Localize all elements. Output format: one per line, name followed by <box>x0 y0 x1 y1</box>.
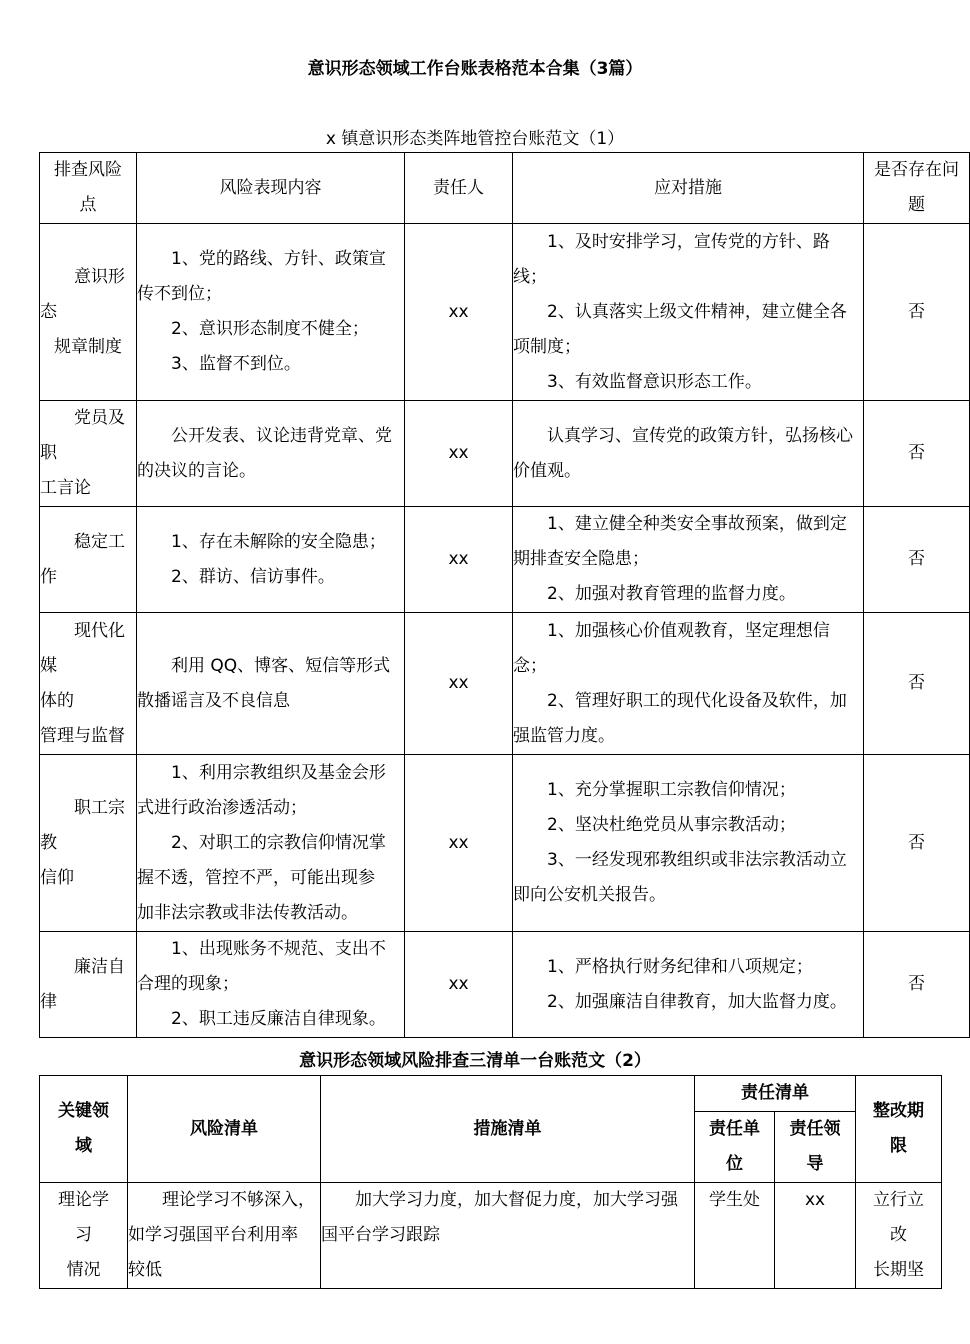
responsible-leader-cell: xx <box>775 1183 856 1289</box>
document-title: 意识形态领域工作台账表格范本合集（3篇） <box>307 59 643 79</box>
problem-exists-cell: 否 <box>864 401 970 507</box>
risk-content-cell: 1、出现账务不规范、支出不 合理的现象； 2、职工违反廉洁自律现象。 <box>137 932 405 1038</box>
table-row <box>40 932 970 1038</box>
header-responsible-person: 责任人 <box>405 153 513 224</box>
responsible-person-cell: xx <box>405 613 513 755</box>
responsible-person-cell: xx <box>405 755 513 932</box>
header-responsibility-list: 责任清单 <box>695 1076 856 1112</box>
risk-content-cell: 1、利用宗教组织及基金会形 式进行政治渗透活动； 2、对职工的宗教信仰情况掌 握不透，管控不严，可能出现参 加非法宗教或非法传教活动。 <box>137 755 405 932</box>
header-risk-content: 风险表现内容 <box>137 153 405 224</box>
risk-point-cell: 党员及职 工言论 <box>40 401 137 507</box>
header-countermeasures: 应对措施 <box>513 153 864 224</box>
header-problem-exists: 是否存在问 题 <box>864 153 970 224</box>
table-row <box>40 755 970 932</box>
countermeasure-cell: 1、严格执行财务纪律和八项规定； 2、加强廉洁自律教育，加大监督力度。 <box>513 932 864 1038</box>
table-row <box>40 613 970 755</box>
risk-content-cell: 公开发表、议论违背党章、党 的决议的言论。 <box>137 401 405 507</box>
table-row <box>40 507 970 613</box>
header-risk-list: 风险清单 <box>128 1076 321 1183</box>
header-key-area: 关键领 域 <box>40 1076 128 1183</box>
header-deadline: 整改期 限 <box>856 1076 942 1183</box>
risk-point-cell: 廉洁自律 <box>40 932 137 1038</box>
table2-title: 意识形态领域风险排查三清单一台账范文（2） <box>299 1051 651 1071</box>
countermeasure-cell: 1、加强核心价值观教育，坚定理想信 念； 2、管理好职工的现代化设备及软件，加 强监管力度。 <box>513 613 864 755</box>
problem-exists-cell: 否 <box>864 507 970 613</box>
responsible-person-cell: xx <box>405 507 513 613</box>
risk-content-cell: 1、存在未解除的安全隐患； 2、群访、信访事件。 <box>137 507 405 613</box>
risk-point-cell: 稳定工作 <box>40 507 137 613</box>
table1-header-row <box>40 153 970 224</box>
countermeasure-cell: 1、建立健全种类安全事故预案，做到定 期排查安全隐患； 2、加强对教育管理的监督力度。 <box>513 507 864 613</box>
risk-point-cell: 职工宗教 信仰 <box>40 755 137 932</box>
risk-list-cell: 理论学习不够深入， 如学习强国平台利用率 较低 <box>128 1183 321 1289</box>
header-risk-point: 排查风险 点 <box>40 153 137 224</box>
responsible-unit-cell: 学生处 <box>695 1183 775 1289</box>
risk-point-cell: 现代化媒 体的 管理与监督 <box>40 613 137 755</box>
key-area-cell: 理论学 习 情况 <box>40 1183 128 1289</box>
risk-content-cell: 利用 QQ、博客、短信等形式 散播谣言及不良信息 <box>137 613 405 755</box>
table-row <box>40 224 970 401</box>
countermeasure-cell: 1、及时安排学习，宣传党的方针、路 线； 2、认真落实上级文件精神，建立健全各 项制度； 3、有效监督意识形态工作。 <box>513 224 864 401</box>
table-row <box>40 401 970 507</box>
header-measure-list: 措施清单 <box>321 1076 695 1183</box>
table2-header-row <box>40 1076 942 1112</box>
problem-exists-cell: 否 <box>864 932 970 1038</box>
table1-title: x 镇意识形态类阵地管控台账范文（1） <box>325 129 625 149</box>
countermeasure-cell: 1、充分掌握职工宗教信仰情况； 2、坚决杜绝党员从事宗教活动； 3、一经发现邪教组织或非法宗教活动立 即向公安机关报告。 <box>513 755 864 932</box>
risk-point-cell: 意识形态 规章制度 <box>40 224 137 401</box>
three-lists-ledger-table <box>39 1075 942 1289</box>
problem-exists-cell: 否 <box>864 613 970 755</box>
problem-exists-cell: 否 <box>864 755 970 932</box>
problem-exists-cell: 否 <box>864 224 970 401</box>
responsible-person-cell: xx <box>405 932 513 1038</box>
deadline-cell: 立行立 改 长期坚 <box>856 1183 942 1289</box>
table-row <box>40 1183 942 1289</box>
risk-control-ledger-table <box>39 152 970 1038</box>
risk-content-cell: 1、党的路线、方针、政策宣 传不到位； 2、意识形态制度不健全； 3、监督不到位。 <box>137 224 405 401</box>
measure-list-cell: 加大学习力度，加大督促力度，加大学习强 国平台学习跟踪 <box>321 1183 695 1289</box>
responsible-person-cell: xx <box>405 224 513 401</box>
responsible-person-cell: xx <box>405 401 513 507</box>
header-responsible-unit: 责任单 位 <box>695 1112 775 1183</box>
header-responsible-leader: 责任领 导 <box>775 1112 856 1183</box>
countermeasure-cell: 认真学习、宣传党的政策方针，弘扬核心 价值观。 <box>513 401 864 507</box>
